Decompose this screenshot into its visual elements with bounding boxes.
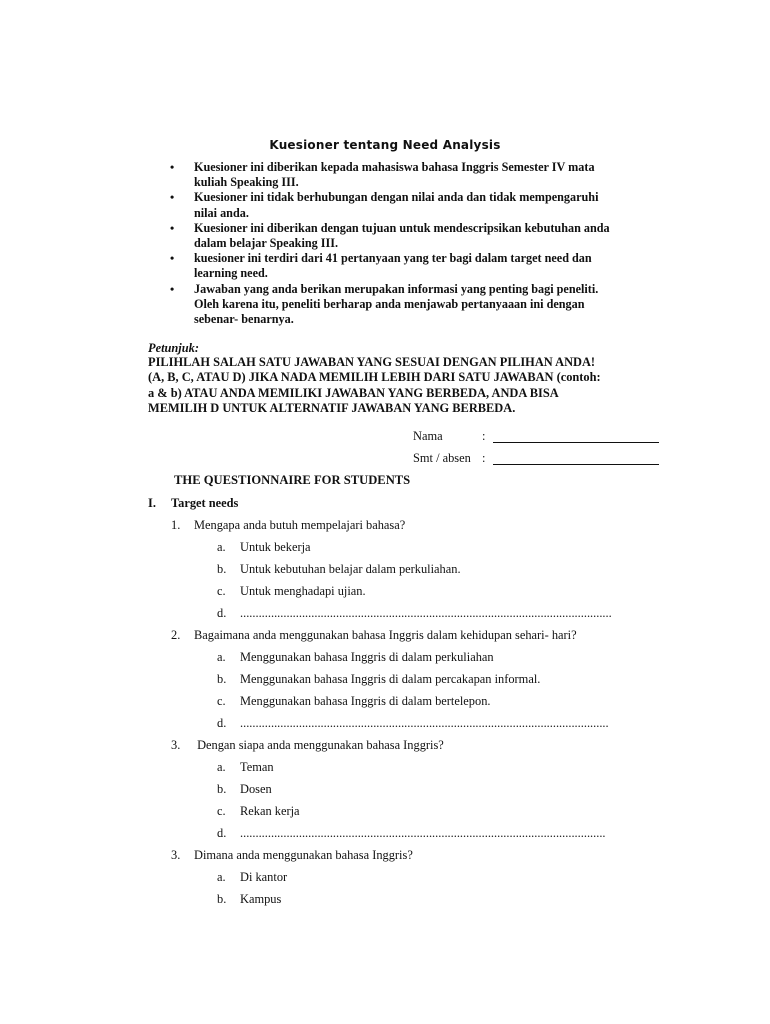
question-number: 3. [171,848,181,862]
smt-absen-field-label: Smt / absen [413,451,471,465]
option-text: Di kantor [240,870,288,884]
option-text: Teman [240,760,274,774]
option-text: Menggunakan bahasa Inggris di dalam bertelepon. [240,694,491,708]
smt-absen-field-colon: : [482,451,486,465]
option-text: Kampus [240,892,282,906]
intro-bullet [170,251,670,281]
option-blank-line[interactable]: ....................................................................................................................... [240,716,609,730]
question-text: Dengan siapa anda menggunakan bahasa Inggris? [194,738,444,752]
section-label: Target needs [171,496,239,510]
option-text: Menggunakan bahasa Inggris di dalam perkuliahan [240,650,494,664]
bullet-line: kuliah Speaking III. [194,175,299,190]
option-blank-line[interactable]: ........................................................................................................................ [240,606,612,620]
instruction-line: a & b) ATAU ANDA MEMILIKI JAWABAN YANG BERBEDA, ANDA BISA [148,385,559,400]
question-number: 1. [171,518,181,532]
option-letter[interactable]: c. [217,584,226,598]
bullet-line: sebenar- benarnya. [194,312,294,327]
bullet-line: Kuesioner ini diberikan dengan tujuan untuk mendescripsikan kebutuhan anda [194,220,610,235]
instructions-block [148,355,668,416]
bullet-line: Oleh karena itu, peneliti berharap anda menjawab pertanyaaan ini dengan [194,296,585,311]
option-text: Dosen [240,782,272,796]
bullet-line: kuesioner ini terdiri dari 41 pertanyaan yang ter bagi dalam target need dan [194,251,592,266]
instruction-line: PILIHLAH SALAH SATU JAWABAN YANG SESUAI DENGAN PILIHAN ANDA! [148,355,596,369]
smt-absen-field-blank[interactable] [493,452,659,470]
question-number: 2. [171,628,181,642]
option-letter[interactable]: a. [217,650,226,664]
question-number: 3. [171,738,181,752]
option-text: Rekan kerja [240,804,300,818]
option-letter[interactable]: c. [217,804,226,818]
instructions-label: Petunjuk: [148,341,199,355]
name-field-label: Nama [413,429,443,443]
option-blank-line[interactable]: ...................................................................................................................... [240,826,606,840]
bullet-line: Kuesioner ini tidak berhubungan dengan nilai anda dan tidak mempengaruhi [194,190,599,205]
option-letter[interactable]: a. [217,540,226,554]
bullet-icon: • [170,281,175,296]
instruction-line: MEMILIH D UNTUK ALTERNATIF JAWABAN YANG BERBEDA. [148,400,516,415]
instruction-line: (A, B, C, ATAU D) JIKA NADA MEMILIH LEBIH DARI SATU JAWABAN (contoh: [148,370,601,385]
option-letter[interactable]: b. [217,782,227,796]
section-title: THE QUESTIONNAIRE FOR STUDENTS [174,473,411,487]
option-text: Untuk menghadapi ujian. [240,584,366,598]
bullet-line: Jawaban yang anda berikan merupakan informasi yang penting bagi peneliti. [194,281,599,296]
name-field-blank[interactable] [493,430,659,448]
option-letter[interactable]: b. [217,672,227,686]
question-text: Dimana anda menggunakan bahasa Inggris? [194,848,413,862]
bullet-line: Kuesioner ini diberikan kepada mahasiswa bahasa Inggris Semester IV mata [194,160,595,174]
option-letter[interactable]: c. [217,694,226,708]
option-letter[interactable]: a. [217,760,226,774]
bullet-line: dalam belajar Speaking III. [194,236,339,251]
bullet-icon: • [170,220,175,235]
bullet-line: learning need. [194,266,268,281]
section-number: I. [148,496,156,510]
intro-bullet [170,282,670,328]
option-text: Untuk kebutuhan belajar dalam perkuliahan. [240,562,461,576]
intro-bullet-list [170,160,670,327]
bullet-line: nilai anda. [194,205,249,220]
question-text: Bagaimana anda menggunakan bahasa Inggris dalam kehidupan sehari- hari? [194,628,577,642]
option-letter[interactable]: d. [217,826,227,840]
document-title: Kuesioner tentang Need Analysis [269,138,501,152]
option-letter[interactable]: b. [217,562,227,576]
intro-bullet [170,221,670,251]
question-text: Mengapa anda butuh mempelajari bahasa? [194,518,406,532]
bullet-icon: • [170,190,175,205]
option-letter[interactable]: d. [217,716,227,730]
name-field-colon: : [482,429,486,443]
option-letter[interactable]: b. [217,892,227,906]
bullet-icon: • [170,160,175,174]
option-text: Menggunakan bahasa Inggris di dalam percakapan informal. [240,672,541,686]
option-letter[interactable]: a. [217,870,226,884]
bullet-icon: • [170,251,175,266]
option-letter[interactable]: d. [217,606,227,620]
intro-bullet [170,190,670,220]
intro-bullet [170,160,670,190]
option-text: Untuk bekerja [240,540,311,554]
